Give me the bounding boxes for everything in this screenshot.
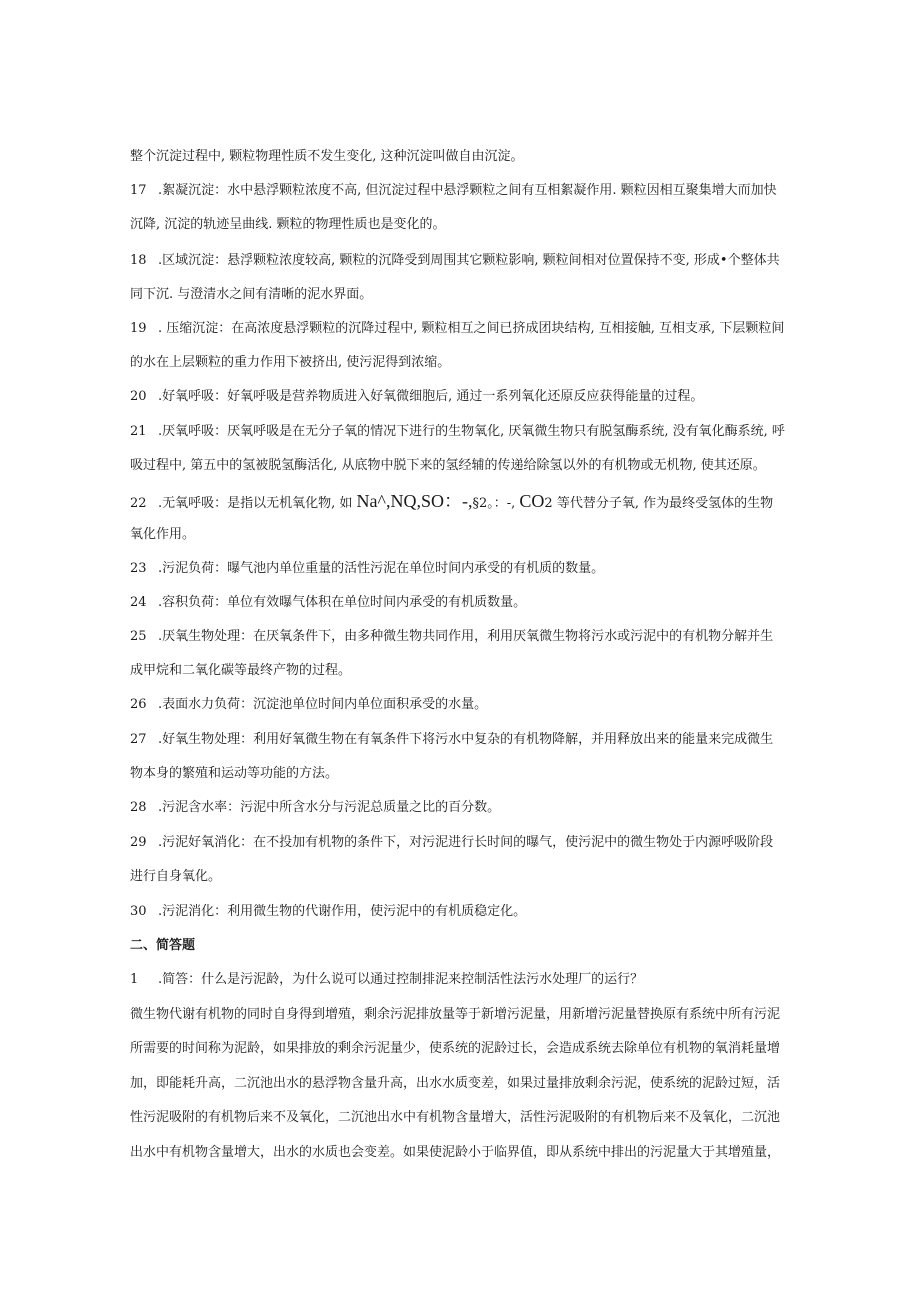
item-number: 1 bbox=[130, 972, 139, 987]
item-number: 24 bbox=[130, 595, 147, 610]
item-number: 19 bbox=[130, 321, 147, 336]
text-line: 进行自身氧化。 bbox=[130, 869, 222, 884]
list-item: 29 .污泥好氧消化：在不投加有机物的条件下，对污泥进行长时间的曝气，使污泥中的微生物处于内源呼吸阶段 bbox=[130, 835, 774, 850]
item-number: 23 bbox=[130, 561, 147, 576]
answer-line: 微生物代谢有机物的同时自身得到增殖，剩余污泥排放量等于新增污泥量，用新增污泥量替换原有系统中所有污泥 bbox=[130, 1007, 781, 1022]
item-number: 21 bbox=[130, 424, 147, 439]
text-line: 成甲烷和二氧化碳等最终产物的过程。 bbox=[130, 663, 352, 678]
chemical-formula: Na^,NQ,SO：-, bbox=[356, 491, 473, 511]
item-number: 26 bbox=[130, 697, 147, 712]
list-item: 21 .厌氧呼吸：厌氧呼吸是在无分子氧的情况下进行的生物氧化, 厌氧微生物只有脱氢酶系统, 没有氧化酶系统, 呼 bbox=[130, 424, 785, 439]
text-line: 物本身的繁殖和运动等功能的方法。 bbox=[130, 766, 339, 781]
item-number: 17 bbox=[130, 183, 147, 198]
item-number: 20 bbox=[130, 389, 147, 404]
list-item: 19 . 压缩沉淀：在高浓度悬浮颗粒的沉降过程中, 颗粒相互之间已挤成团块结构, 互相接触, 互相支承, 下层颗粒间 bbox=[130, 321, 785, 336]
text-line: 氧化作用。 bbox=[130, 527, 196, 542]
item-number: 22 bbox=[130, 496, 147, 511]
list-item: 27 .好氧生物处理：利用好氧微生物在有氧条件下将污水中复杂的有机物降解，并用释放出来的能量来完成微生 bbox=[130, 732, 774, 747]
question: 1 .简答：什么是污泥龄，为什么说可以通过控制排泥来控制活性法污水处理厂的运行？ bbox=[130, 972, 644, 987]
list-item: 26 .表面水力负荷：沉淀池单位时间内单位面积承受的水量。 bbox=[130, 697, 488, 712]
list-item: 24 .容积负荷：单位有效曝气体积在单位时间内承受的有机质数量。 bbox=[130, 595, 527, 610]
section-heading: 二、简答题 bbox=[130, 938, 196, 953]
item-number: 25 bbox=[130, 629, 147, 644]
subscript: 2 bbox=[544, 496, 553, 511]
answer-line: 加，即能耗升高，二沉池出水的悬浮物含量升高，出水水质变差，如果过量排放剩余污泥，使系统的泥龄过短，活 bbox=[130, 1076, 781, 1091]
list-item: 23 .污泥负荷：曝气池内单位重量的活性污泥在单位时间内承受的有机质的数量。 bbox=[130, 561, 605, 576]
item-number: 29 bbox=[130, 835, 147, 850]
answer-line: 出水中有机物含量增大，出水的水质也会变差。如果使泥龄小于临界值，即从系统中排出的污泥量大于其增殖量， bbox=[130, 1145, 781, 1160]
text-line: 沉降, 沉淀的轨迹呈曲线. 颗粒的物理性质也是变化的。 bbox=[130, 217, 446, 232]
text-line: 同下沉. 与澄清水之间有清晰的泥水界面。 bbox=[130, 287, 373, 302]
list-item: 30 .污泥消化：利用微生物的代谢作用，使污泥中的有机质稳定化。 bbox=[130, 904, 527, 919]
answer-line: 性污泥吸附的有机物后来不及氧化，二沉池出水中有机物含量增大，活性污泥吸附的有机物后来不及氧化，二沉池 bbox=[130, 1110, 781, 1125]
list-item: 18 .区域沉淀：悬浮颗粒浓度较高, 颗粒的沉降受到周围其它颗粒影响, 颗粒间相对位置保持不变, 形成•个整体共 bbox=[130, 253, 780, 268]
list-item: 17 .絮凝沉淀：水中悬浮颗粒浓度不高, 但沉淀过程中悬浮颗粒之间有互相絮凝作用. 颗粒因相互聚集增大而加快 bbox=[130, 183, 777, 198]
item-number: 27 bbox=[130, 732, 147, 747]
item-number: 18 bbox=[130, 253, 147, 268]
list-item-22: 22 .无氧呼吸：是指以无机氧化物, 如 Na^,NQ,SO：-,§2。：-, CO2 等代替分子氧, 作为最终受氢体的生物 bbox=[130, 490, 790, 515]
text-line: 的水在上层颗粒的重力作用下被挤出, 使污泥得到浓缩。 bbox=[130, 355, 451, 370]
item-number: 30 bbox=[130, 904, 147, 919]
list-item: 25 .厌氧生物处理：在厌氧条件下，由多种微生物共同作用，利用厌氧微生物将污水或污泥中的有机物分解并生 bbox=[130, 629, 774, 644]
text-line: 吸过程中, 第五中的氢被脱氢酶活化, 从底物中脱下来的氢经辅的传递给除氢以外的有机物或无机物, 使其还原。 bbox=[130, 458, 766, 473]
item-number: 28 bbox=[130, 800, 147, 815]
chemical-formula-co2: CO bbox=[519, 491, 545, 511]
list-item: 28 .污泥含水率：污泥中所含水分与污泥总质量之比的百分数。 bbox=[130, 800, 501, 815]
answer-line: 所需要的时间称为泥龄，如果排放的剩余污泥量少，使系统的泥龄过长，会造成系统去除单位有机物的氧消耗量增 bbox=[130, 1041, 781, 1056]
text-line: 整个沉淀过程中, 颗粒物理性质不发生变化, 这种沉淀叫做自由沉淀。 bbox=[130, 149, 524, 164]
list-item: 20 .好氧呼吸：好氧呼吸是营养物质进入好氧微细胞后, 通过一系列氧化还原反应获得能量的过程。 bbox=[130, 389, 704, 404]
